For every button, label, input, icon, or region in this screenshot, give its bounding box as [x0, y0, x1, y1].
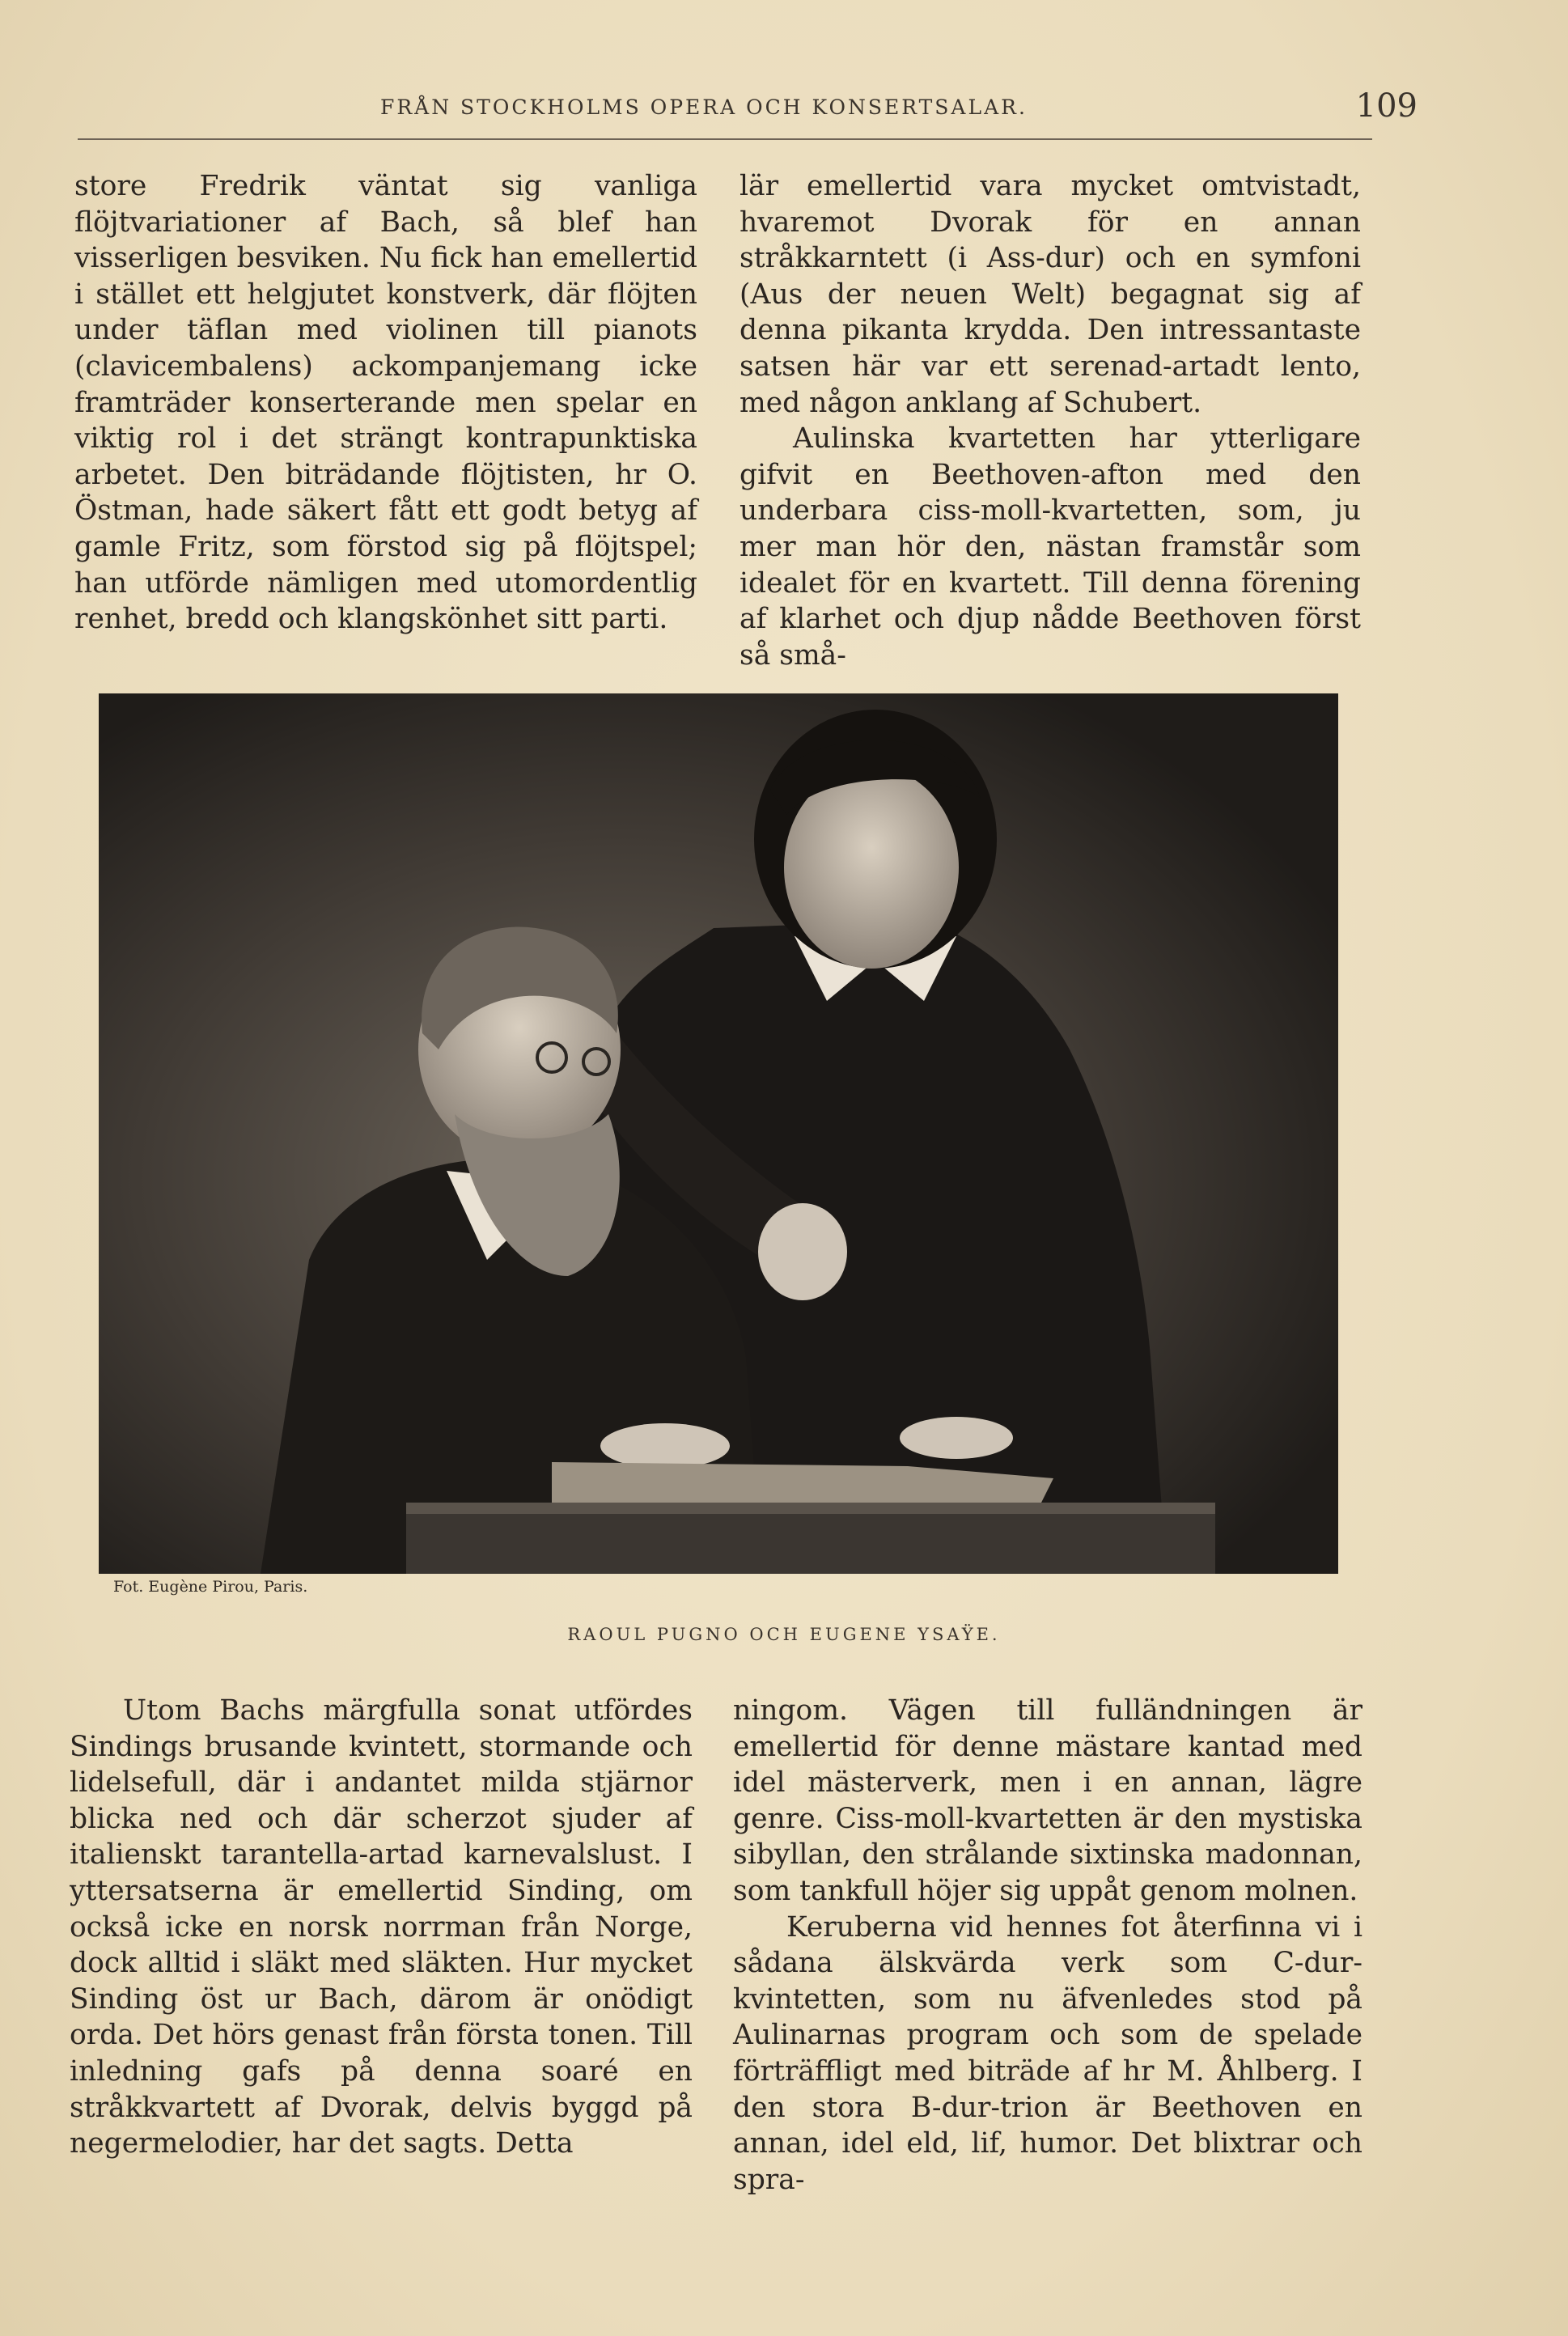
- paragraph: store Fredrik väntat sig vanliga flöjtvariationer af Bach, så blef han visserligen besviken. Nu fick han emellertid i stället ett helgjutet konstverk, där flöjten under täflan med violinen till pianots (clavicembalens) ackompanjemang icke framträder konserterande men spelar en viktig rol i det strängt kontrapunktiska arbetet. Den biträdande flöjtisten, hr O. Östman, hade säkert fått ett godt betyg af gamle Fritz, som förstod sig på flöjtspel; han utförde nämligen med utomordentlig renhet, bredd och klangskönhet sitt parti.: [74, 170, 697, 636]
- column-bottom-left: [70, 1693, 693, 2162]
- paragraph: ningom. Vägen till fulländningen är emellertid för denne mästare kantad med idel mästerverk, men i en annan, lägre genre. Ciss-moll-kvartetten är den mystiska sibyllan, den strålande sixtinska madonnan, som tankfull höjer sig uppåt genom molnen.: [733, 1694, 1362, 1907]
- paragraph: Aulinska kvartetten har ytterligare gifvit en Beethoven-afton med den underbara ciss-moll-kvartetten, som, ju mer man hör den, nästan framstår som idealet för en kvartett. Till denna förening af klarhet och djup nådde Beethoven först så små-: [740, 422, 1361, 672]
- photo-credit: Fot. Eugène Pirou, Paris.: [113, 1578, 308, 1596]
- column-top-left: [74, 168, 697, 638]
- column-bottom-right: [733, 1693, 1362, 2198]
- paragraph: Utom Bachs märgfulla sonat utfördes Sindings brusande kvintett, stormande och lidelsefull, där i andantet milda stjärnor blicka ned och där scherzot sjuder af italienskt tarantella-artad karnevalslust. I yttersatserna är emellertid Sinding, om också icke en norsk norrman från Norge, dock alltid i släkt med släkten. Hur mycket Sinding öst ur Bach, därom är onödigt orda. Det hörs genast från första tonen. Till inledning gafs på denna soaré en stråkkvartett af Dvorak, delvis byggd på negermelodier, har det sagts. Detta: [70, 1694, 693, 2160]
- paragraph: lär emellertid vara mycket omtvistadt, hvaremot Dvorak för en annan stråkkarntett (i Ass-dur) och en symfoni (Aus der neuen Welt) begagnat sig af denna pikanta krydda. Den intressantaste satsen här var ett serenad-artadt lento, med någon anklang af Schubert.: [740, 170, 1361, 419]
- portrait-photograph: [99, 693, 1338, 1574]
- photo-caption: RAOUL PUGNO OCH EUGENE YSAŸE.: [567, 1625, 1001, 1644]
- header-rule: [78, 138, 1372, 140]
- running-head: FRÅN STOCKHOLMS OPERA OCH KONSERTSALAR.: [380, 95, 1028, 119]
- photograph-illustration: [99, 693, 1338, 1574]
- column-top-right: [740, 168, 1361, 673]
- page-number: 109: [1355, 87, 1418, 125]
- paragraph: Keruberna vid hennes fot återfinna vi i sådana älskvärda verk som C-dur-kvintetten, som nu äfvenledes stod på Aulinarnas program och som de spelade förträffligt med biträde af hr M. Åhlberg. I den stora B-dur-trion är Beethoven en annan, idel eld, lif, humor. Det blixtrar och spra-: [733, 1910, 1362, 2196]
